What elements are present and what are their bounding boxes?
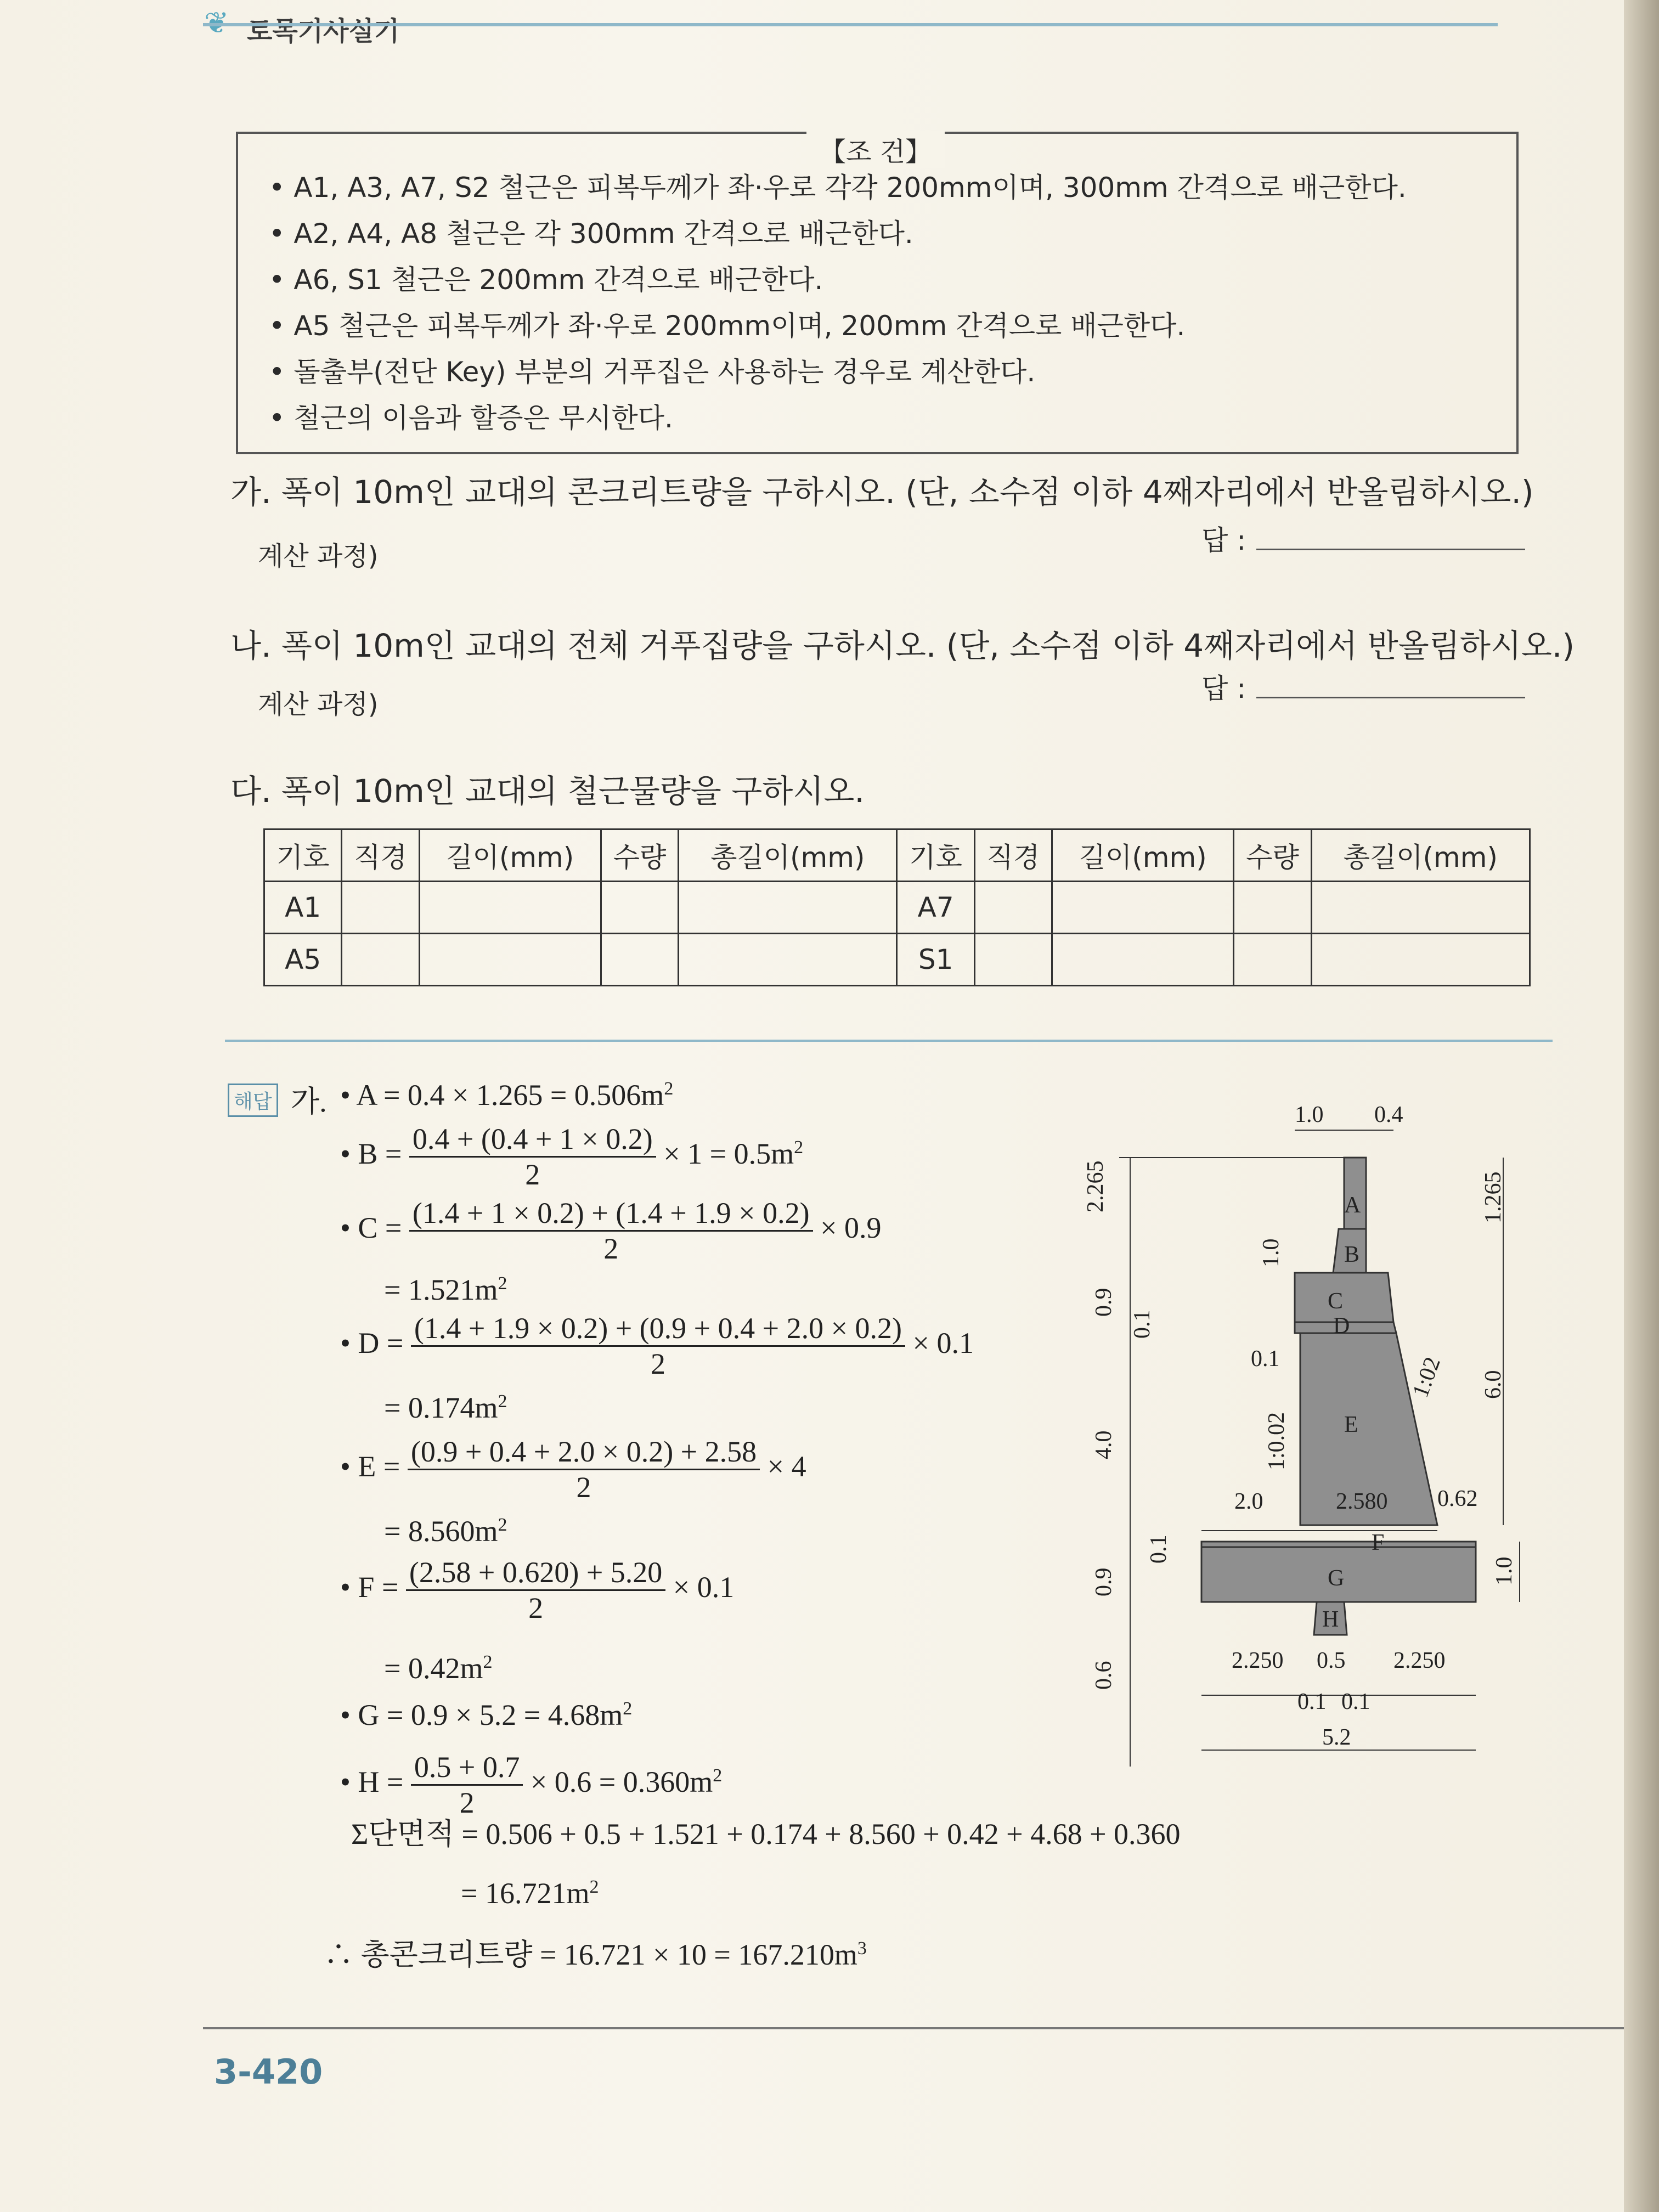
dim-1-0c: 1.0 — [1492, 1556, 1517, 1585]
table-cell — [679, 882, 897, 934]
formula-g: • $G = 0.9 \times 5.2 = 4.68m^2$ — [340, 1699, 633, 1731]
condition-item: • A6, S1 철근은 200mm 간격으로 배근한다. — [269, 257, 1407, 303]
table-header-cell: 기호 — [897, 830, 974, 882]
dim-0-4: 0.4 — [1374, 1102, 1403, 1127]
table-cell — [1311, 934, 1530, 986]
dim-1-0: 1.0 — [1295, 1102, 1324, 1127]
dim-0-1e: 0.1 — [1341, 1689, 1370, 1714]
dim-0-9b: 0.9 — [1091, 1567, 1116, 1596]
sum-result: = $16.721m^2$ — [461, 1877, 599, 1910]
solution-part: 가. — [291, 1085, 327, 1118]
table-row — [264, 882, 1530, 934]
dim-1-0b: 1.0 — [1259, 1238, 1284, 1267]
dim-0-1b: 0.1 — [1251, 1346, 1280, 1372]
table-cell — [342, 882, 419, 934]
formula-d: • D = $\frac{(1.4 + 1.9 \times 0.2) + (0.9 + 0.4 + 2.0 \times 0.2)}{2}$ × 0.1 — [340, 1312, 974, 1380]
table-cell — [1234, 882, 1311, 934]
table-cell — [974, 934, 1052, 986]
table-header-cell: 직경 — [974, 830, 1052, 882]
table-header-cell: 길이(mm) — [1052, 830, 1234, 882]
abutment-shape — [1201, 1158, 1476, 1635]
table-cell — [1052, 934, 1234, 986]
dim-0-9: 0.9 — [1091, 1288, 1116, 1317]
table-header-cell: 직경 — [342, 830, 419, 882]
table-header-cell: 길이(mm) — [419, 830, 601, 882]
label-g: G — [1328, 1566, 1345, 1591]
table-cell — [1234, 934, 1311, 986]
question-na: 나. 폭이 10m인 교대의 전체 거푸집량을 구하시오. (단, 소수점 이하 4째자리에서 반올림하시오.) — [230, 627, 1575, 664]
answer-line-ga — [1256, 549, 1525, 550]
dim-5-2: 5.2 — [1322, 1725, 1351, 1750]
dim-slope-1-02: 1:02 — [1408, 1353, 1446, 1401]
solution-tag: 해답 — [228, 1084, 278, 1117]
table-cell — [601, 934, 678, 986]
label-a: A — [1344, 1193, 1361, 1218]
answer-label-ga: 답 : — [1201, 524, 1246, 556]
conditions-list — [269, 165, 1407, 441]
dim-slope-1-002: 1:0.02 — [1264, 1412, 1289, 1470]
table-cell — [974, 882, 1052, 934]
table-cell: A5 — [264, 934, 342, 986]
dim-0-1d: 0.1 — [1297, 1689, 1327, 1714]
dim-0-1: 0.1 — [1130, 1310, 1155, 1339]
sum-formula: Σ단면적 = 0.506 + 0.5 + 1.521 + 0.174 + 8.560 + 0.42 + 4.68 + 0.360 — [351, 1818, 1181, 1850]
dim-2-580: 2.580 — [1336, 1489, 1388, 1514]
table-cell — [419, 882, 601, 934]
dim-2-250: 2.250 — [1232, 1648, 1284, 1673]
condition-item: • 돌출부(전단 Key) 부분의 거푸집은 사용하는 경우로 계산한다. — [269, 349, 1407, 395]
label-b: B — [1344, 1242, 1360, 1267]
table-header-cell: 기호 — [264, 830, 342, 882]
answer-label-na: 답 : — [1201, 673, 1246, 704]
abutment-section-diagram — [1083, 1092, 1536, 1778]
table-header-cell: 수량 — [1234, 830, 1311, 882]
table-cell — [1052, 882, 1234, 934]
page-number: 3-420 — [214, 2052, 323, 2092]
table-cell — [419, 934, 601, 986]
header-title: 토목기사실기 — [247, 16, 400, 47]
table-cell — [342, 934, 419, 986]
label-e: E — [1344, 1412, 1358, 1437]
table-cell — [601, 882, 678, 934]
formula-c-result: = $1.521m^2$ — [384, 1273, 507, 1306]
dim-0-1c: 0.1 — [1146, 1534, 1171, 1564]
table-cell — [1311, 882, 1530, 934]
dim-2-0: 2.0 — [1234, 1489, 1263, 1514]
dim-2-250b: 2.250 — [1393, 1648, 1446, 1673]
formula-a: • $A = 0.4 \times 1.265 = 0.506m^2$ — [340, 1079, 674, 1111]
formula-e: • E = $\frac{(0.9 + 0.4 + 2.0 \times 0.2) + 2.58}{2}$ × 4 — [340, 1435, 806, 1504]
conditions-title: 【조 건】 — [806, 131, 945, 168]
total-concrete: ∴ 총콘크리트량 = $16.721 \times 10 = 167.210m^3$ — [324, 1938, 867, 1971]
condition-item: • 철근의 이음과 할증은 무시한다. — [269, 395, 1407, 441]
answer-line-na — [1256, 697, 1525, 698]
formula-c: • C = $\frac{(1.4 + 1 \times 0.2) + (1.4 + 1.9 \times 0.2)}{2}$ × 0.9 — [340, 1197, 882, 1265]
leaf-icon: ❦ — [204, 5, 229, 40]
formula-f: • F = $\frac{(2.58 + 0.620) + 5.20}{2}$ × 0.1 — [340, 1556, 735, 1624]
calc-label-ga: 계산 과정) — [258, 541, 379, 572]
calc-label-na: 계산 과정) — [258, 689, 379, 720]
formula-e-result: = $8.560m^2$ — [384, 1515, 507, 1548]
formula-h: • H = $\frac{0.5 + 0.7}{2}$ × $0.6 = 0.360m^2$ — [340, 1751, 723, 1819]
dim-0-6: 0.6 — [1091, 1661, 1116, 1690]
question-ga: 가. 폭이 10m인 교대의 콘크리트량을 구하시오. (단, 소수점 이하 4째자리에서 반올림하시오.) — [230, 473, 1534, 511]
table-header-cell: 수량 — [601, 830, 678, 882]
condition-item: • A2, A4, A8 철근은 각 300mm 간격으로 배근한다. — [269, 211, 1407, 257]
question-da: 다. 폭이 10m인 교대의 철근물량을 구하시오. — [230, 772, 865, 810]
dim-2-265: 2.265 — [1083, 1160, 1108, 1212]
table-cell: A1 — [264, 882, 342, 934]
dim-4-0: 4.0 — [1091, 1430, 1116, 1459]
label-d: D — [1333, 1313, 1350, 1339]
table-header-cell: 총길이(mm) — [1311, 830, 1530, 882]
table-header-cell: 총길이(mm) — [679, 830, 897, 882]
label-c: C — [1328, 1289, 1344, 1314]
dim-0-62: 0.62 — [1437, 1486, 1478, 1511]
formula-b: • B = $\frac{0.4 + (0.4 + 1 \times 0.2)}{2}$ × $1 = 0.5m^2$ — [340, 1122, 804, 1191]
header-rule — [203, 19, 1498, 26]
label-f: F — [1372, 1530, 1385, 1555]
condition-item: • A5 철근은 피복두께가 좌·우로 200mm이며, 200mm 간격으로 배근한다. — [269, 303, 1407, 349]
table-cell — [679, 934, 897, 986]
dim-6-0: 6.0 — [1481, 1370, 1506, 1399]
label-h: H — [1322, 1607, 1339, 1632]
footer-rule — [203, 2027, 1624, 2029]
table-row — [264, 934, 1530, 986]
condition-item: • A1, A3, A7, S2 철근은 피복두께가 좌·우로 각각 200mm이며, 300mm 간격으로 배근한다. — [269, 165, 1407, 211]
rebar-table — [263, 828, 1531, 986]
section-divider — [225, 1040, 1553, 1042]
formula-f-result: = $0.42m^2$ — [384, 1652, 493, 1685]
table-cell: S1 — [897, 934, 974, 986]
page-edge — [1624, 0, 1659, 2212]
dim-0-5: 0.5 — [1317, 1648, 1346, 1673]
table-header-row — [264, 830, 1530, 882]
formula-d-result: = $0.174m^2$ — [384, 1391, 507, 1424]
dim-1-265: 1.265 — [1481, 1171, 1506, 1223]
table-cell: A7 — [897, 882, 974, 934]
